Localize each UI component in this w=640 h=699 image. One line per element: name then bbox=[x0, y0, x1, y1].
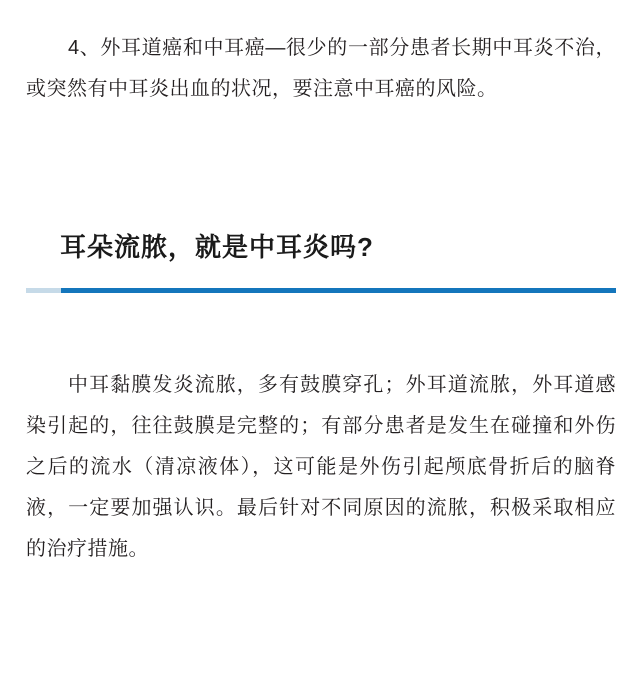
section-heading-block bbox=[26, 205, 616, 293]
heading-divider bbox=[26, 288, 616, 293]
paragraph-ear-discharge: 中耳黏膜发炎流脓，多有鼓膜穿孔；外耳道流脓，外耳道感染引起的，往往鼓膜是完整的；有部分患者是发生在碰撞和外伤之后的流水（清凉液体），这可能是外伤引起颅底骨折后的脑脊液，一定要加强认识。最后针对不同原因的流脓，积极采取相应的治疗措施。 bbox=[26, 374, 616, 560]
paragraph-ear-canal-cancer: 4、外耳道癌和中耳癌—很少的一部分患者长期中耳炎不治，或突然有中耳炎出血的状况，要注意中耳癌的风险。 bbox=[26, 37, 616, 100]
divider-segment-light bbox=[26, 288, 61, 293]
divider-segment-accent bbox=[61, 288, 616, 293]
section-heading: 耳朵流脓，就是中耳炎吗? bbox=[60, 231, 374, 262]
